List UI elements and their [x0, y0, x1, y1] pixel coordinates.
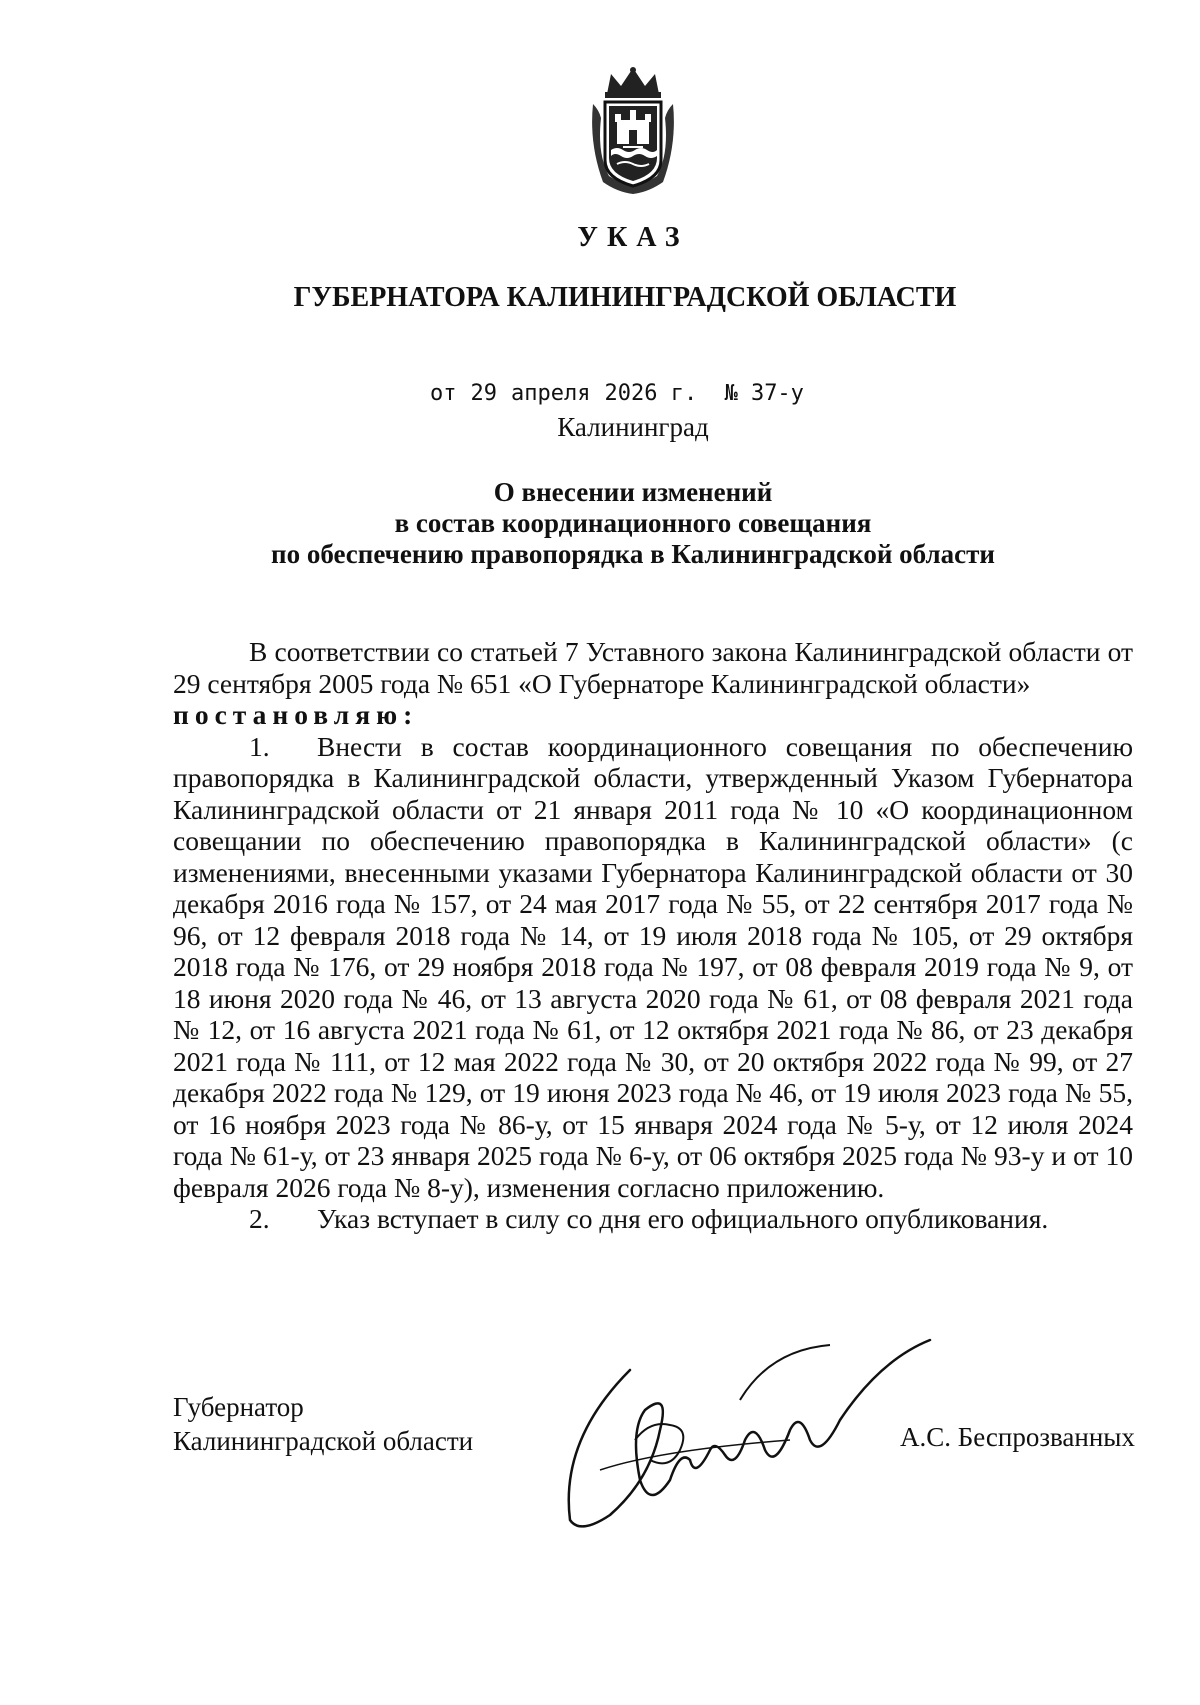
decree-word: постановляю:	[173, 699, 419, 730]
subject-heading	[0, 477, 1200, 570]
date-year: 2026 г.	[604, 381, 698, 406]
preamble-text: В соответствии со статьей 7 Уставного закона Калининградской области от 29 сентября 2005 года № 651 «О Губернаторе Калининградской области»	[173, 636, 1133, 699]
signatory-position	[173, 1390, 473, 1458]
item-1-text: Внести в состав координационного совещания по обеспечению правопорядка в Калининградской области, утвержденный Указом Губернатора Калининградской области от 21 января 2011 года № 10 «О координационном совещании по обеспечению правопорядка в Калининградской области» (с изменениями, внесенными указами Губернатора Калининградской области от 30 декабря 2016 года № 157, от 24 мая 2017 года № 55, от 22 сентября 2017 года № 96, от 12 февраля 2018 года № 14, от 19 июля 2018 года № 105, от 29 октября 2018 года № 176, от 29 ноября 2018 года № 197, от 08 февраля 2019 года № 9, от 18 июня 2020 года № 46, от 13 августа 2020 года № 61, от 08 февраля 2021 года № 12, от 16 августа 2021 года № 61, от 12 октября 2021 года № 86, от 23 декабря 2021 года № 111, от 12 мая 2022 года № 30, от 20 октября 2022 года № 99, от 27 декабря 2022 года № 129, от 19 июня 2023 года № 46, от 19 июля 2023 года № 55, от 16 ноября 2023 года № 86-у, от 15 января 2024 года № 5-у, от 12 июля 2024 года № 61-у, от 23 января 2025 года № 6-у, от 06 октября 2025 года № 93-у и от 10 февраля 2026 года № 8-у), изменения согласно приложению.	[173, 730, 1133, 1203]
document-type-title: УКАЗ	[577, 222, 689, 253]
item-1-number: 1.	[249, 730, 270, 762]
subject-line-1: О внесении изменений	[493, 477, 773, 507]
item-2-number: 2.	[249, 1203, 270, 1234]
subject-line-3: по обеспечению правопорядка в Калининградской области	[271, 539, 995, 569]
date-prefix: от	[430, 381, 457, 406]
signatory-position-line-1: Губернатор	[173, 1392, 304, 1422]
city-name: Калининград	[557, 412, 709, 442]
handwritten-signature-icon	[540, 1330, 940, 1540]
preamble-paragraph	[173, 636, 1133, 699]
decree-body	[173, 636, 1133, 1235]
item-2-text: Указ вступает в силу со дня его официального опубликования.	[317, 1203, 1049, 1234]
signatory-position-line-2: Калининградской области	[173, 1426, 474, 1456]
date-number-line	[430, 381, 818, 406]
document-number: № 37-у	[724, 381, 804, 406]
subject-line-2: в состав координационного совещания	[394, 508, 872, 538]
signatory-name: А.С. Беспрозванных	[900, 1422, 1135, 1452]
decree-word-line	[173, 699, 1133, 731]
item-2-paragraph	[173, 1203, 1133, 1235]
date-day: 29	[470, 381, 497, 406]
item-1-paragraph	[173, 731, 1133, 1204]
coat-of-arms-icon	[587, 64, 679, 196]
date-month: апреля	[511, 381, 591, 406]
issuer-title: ГУБЕРНАТОРА КАЛИНИНГРАДСКОЙ ОБЛАСТИ	[293, 282, 957, 313]
